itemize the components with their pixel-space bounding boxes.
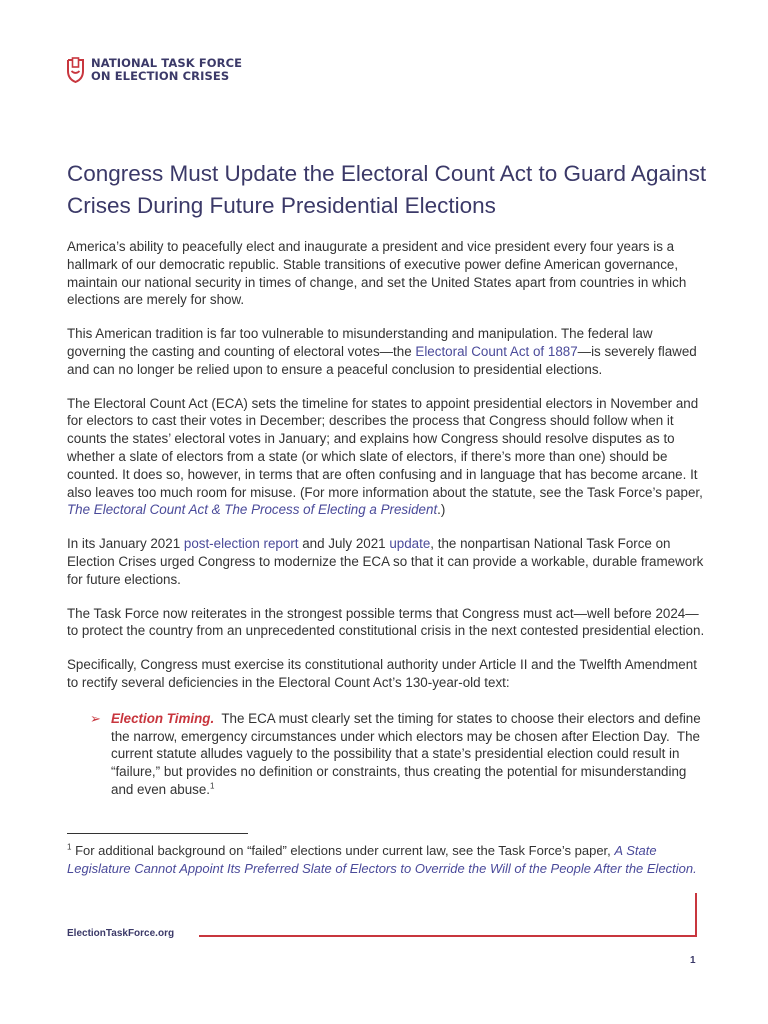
- paragraph-reiterate: The Task Force now reiterates in the strongest possible terms that Congress must act—well before 2024—to protect the country from an unprecedented constitutional crisis in the next contested presidential election.: [67, 605, 705, 639]
- bullet-election-timing: [67, 710, 707, 799]
- paragraph-intro: America’s ability to peacefully elect and inaugurate a president and vice president every four years is a hallmark of our democratic republic. Stable transitions of executive power define American governance, maintain our national security in times of change, and set the United States apart from countries in which elections are merely for show.: [67, 239, 687, 308]
- eca-process-paper-link[interactable]: The Electoral Count Act & The Process of Electing a President: [67, 502, 438, 518]
- bullet-text: The ECA must clearly set the timing for states to choose their electors and define the narrow, emergency circumstances under which electors may be chosen after Election Day. The current statute alludes vaguely to the possibility that a state’s presidential election could result in “failure,” but provides no definition or constraints, thus creating the potential for misunderstanding and even abuse.: [111, 710, 705, 797]
- footer-divider: [199, 935, 697, 937]
- paragraph-specifically: Specifically, Congress must exercise its constitutional authority under Article II and the Twelfth Amendment to rectify several deficiencies in the Electoral Count Act’s 130-year-old text:: [67, 657, 697, 690]
- footnote-number: 1: [67, 842, 72, 852]
- post-election-report-link[interactable]: post-election report: [183, 536, 299, 552]
- document-body: [67, 238, 707, 799]
- logo-wordmark: [91, 57, 242, 83]
- footer-website-link[interactable]: ElectionTaskForce.org: [67, 928, 175, 939]
- bullet-title: Election Timing.: [111, 710, 215, 726]
- paragraph-reports: In its January 2021 post-election report and July 2021 update, the nonpartisan National Task Force on Election Crises urged Congress to modernize the ECA so that it can provide a workable, durable framework for future elections.: [67, 536, 704, 587]
- footnote-divider: [67, 833, 248, 834]
- document-title: Congress Must Update the Electoral Count Act to Guard Against Crises During Future Presidential Elections: [67, 161, 707, 218]
- logo-line-1: NATIONAL TASK FORCE: [91, 56, 243, 70]
- paragraph-eca-explanation: The Electoral Count Act (ECA) sets the timeline for states to appoint presidential electors in November and for electors to cast their votes in December; describes the process that Congress should follow when it counts the states’ electoral votes in January; and explains how Congress should resolve disputes as to whether a slate of electors from a state (or which slate of electors, if there’s more than one) should be counted. It does so, however, in terms that are often confusing and in language that has become arcane. It also leaves too much room for misuse. (For more information about the statute, see the Task Force’s paper, The Electoral Count Act & The Process of Electing a President.): [67, 395, 703, 518]
- arrow-bullet-icon: ➢: [90, 710, 101, 726]
- ballot-shield-icon: [66, 57, 85, 83]
- state-legislature-paper-link[interactable]: A State Legislature Cannot Appoint Its Preferred Slate of Electors to Override the Will of the People After the Election.: [67, 843, 697, 876]
- footnote: $^1$ For additional background on “failed” elections under current law, see the Task Force’s paper, A State Legislature Cannot Appoint Its Preferred Slate of Electors to Override the Will of the People After the Election.: [67, 842, 697, 876]
- electoral-count-act-link[interactable]: Electoral Count Act of 1887: [415, 343, 578, 359]
- paragraph-tradition: This American tradition is far too vulnerable to misunderstanding and manipulation. The federal law governing the casting and counting of electoral votes—the Electoral Count Act of 1887—is severely flawed and can no longer be relied upon to ensure a peaceful conclusion to presidential elections.: [67, 326, 697, 377]
- page-number: 1: [690, 955, 696, 966]
- footer-accent-line: [695, 893, 697, 937]
- footnote-reference[interactable]: 1: [210, 781, 215, 791]
- logo-line-2: ON ELECTION CRISES: [91, 69, 230, 83]
- organization-logo: [66, 57, 242, 83]
- update-link[interactable]: update: [389, 536, 431, 552]
